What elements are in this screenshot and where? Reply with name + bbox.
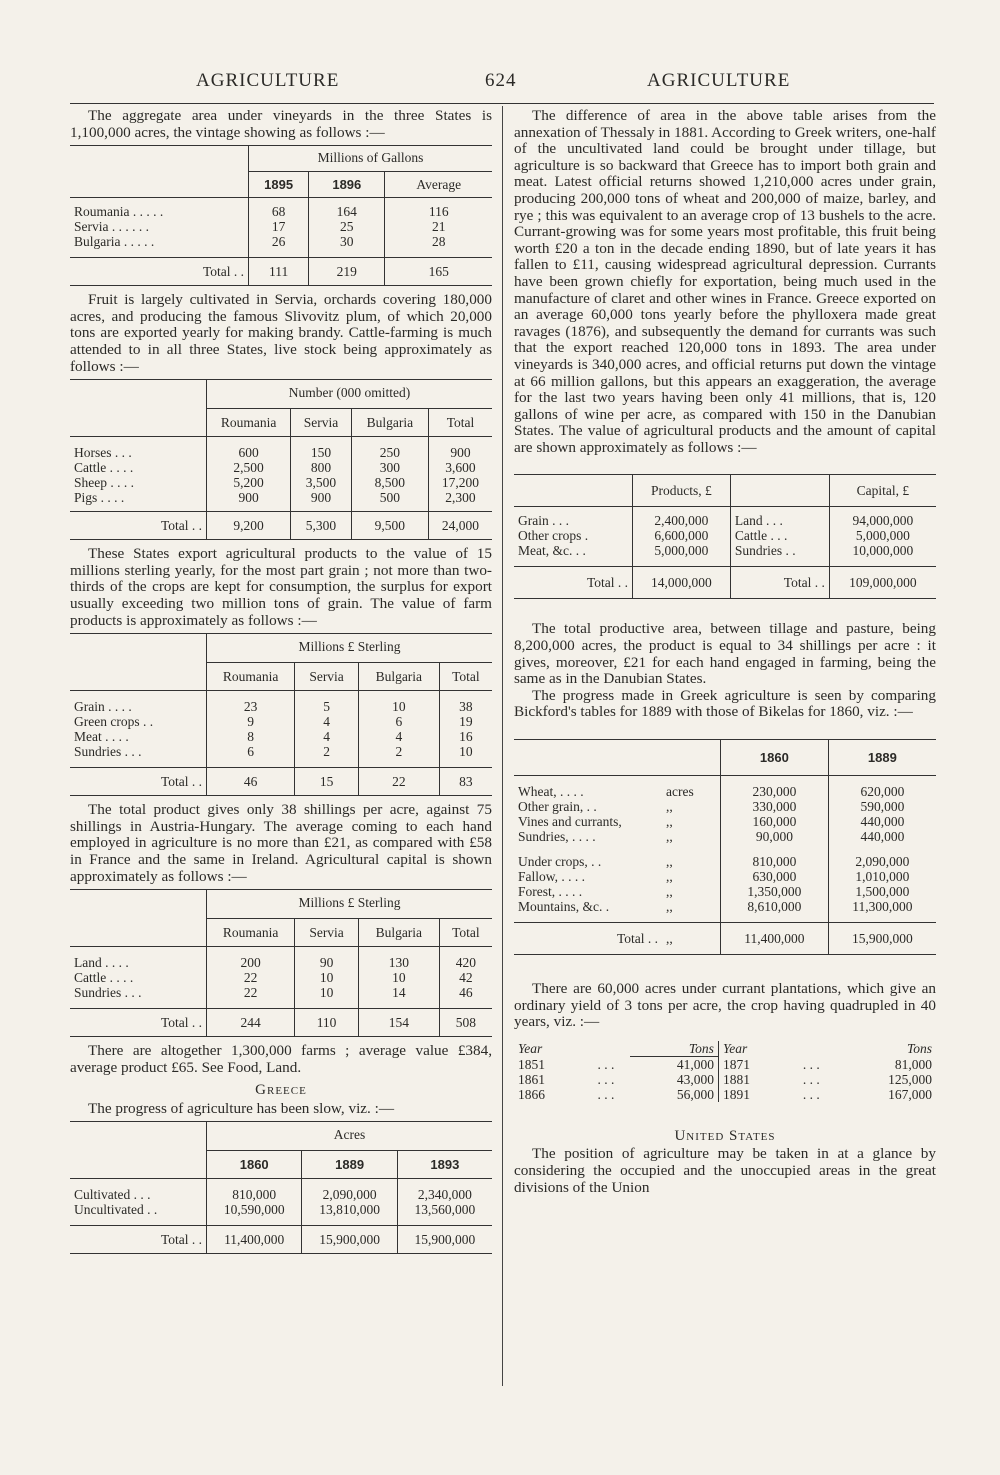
table-cell: 440,000 — [828, 814, 936, 829]
table-cell: 2,340,000 — [397, 1187, 492, 1202]
table-cell: 42 — [439, 970, 492, 985]
table-cell: 1,500,000 — [828, 884, 936, 899]
leader-dots: . . . — [802, 1056, 820, 1072]
table-row — [70, 729, 492, 744]
table-cell: 4 — [295, 714, 359, 729]
table-cell: 10 — [358, 970, 439, 985]
left-column — [70, 108, 492, 1260]
row-label: Vines and currants, — [518, 814, 622, 830]
table-cell: 200 — [207, 955, 295, 970]
total-label: Total . . — [730, 567, 829, 599]
table-cell: 810,000 — [207, 1187, 302, 1202]
table-cell: 19 — [439, 714, 492, 729]
column-header: Servia — [291, 409, 352, 437]
unit-cell: ,, — [666, 869, 673, 885]
total-label: Total . . — [202, 264, 244, 280]
unit-cell: ,, — [666, 829, 673, 845]
vintage-table — [70, 145, 492, 286]
column-header: Servia — [295, 919, 359, 947]
column-divider — [502, 106, 503, 1386]
table-cell: 900 — [291, 490, 352, 505]
paragraph: The progress of agriculture has been slow, viz. :— — [88, 1099, 395, 1117]
table-cell: 5 — [295, 699, 359, 714]
table-cell: 2,400,000 — [633, 513, 731, 528]
page-number: 624 — [485, 70, 517, 91]
row-label: Cattle . . . . — [74, 460, 134, 476]
total-label: Total . . — [160, 1232, 202, 1248]
farm-products-table — [70, 633, 492, 796]
table-cell: 8,500 — [351, 475, 428, 490]
table-cell: 2,090,000 — [828, 854, 936, 869]
table-cell: 94,000,000 — [829, 513, 936, 528]
table-cell: 3,500 — [291, 475, 352, 490]
table-cell: 1,350,000 — [721, 884, 829, 899]
column-header: Tons — [906, 1041, 932, 1057]
row-label: Forest, . . . . — [518, 884, 583, 900]
table-cell: 130 — [358, 955, 439, 970]
running-head-right: AGRICULTURE — [647, 70, 791, 91]
table-cell: 4 — [295, 729, 359, 744]
table-row — [70, 699, 492, 714]
bickford-table — [514, 739, 936, 955]
greece-acres-table — [70, 1121, 492, 1254]
paragraph: The progress made in Greek agriculture is seen by comparing Bickford's tables for 1889 with those of Bikelas for 1860, viz. :— — [514, 686, 936, 721]
tons-cell: 43,000 — [630, 1072, 718, 1087]
table-cell: 154 — [358, 1009, 439, 1037]
table-cell: 90,000 — [721, 829, 829, 844]
column-header: Bulgaria — [358, 663, 439, 691]
table-row — [70, 714, 492, 729]
table-cell: 164 — [309, 204, 385, 219]
row-label: Other crops . — [518, 528, 589, 544]
table-cell: 2,300 — [428, 490, 492, 505]
row-label: Grain . . . — [518, 513, 569, 529]
row-label: Sundries . . . — [74, 744, 142, 760]
row-label: Meat . . . . — [74, 729, 129, 745]
row-label: Green crops . . — [74, 714, 154, 730]
row-label: Bulgaria . . . . . — [74, 234, 155, 250]
table-cell: 17 — [249, 219, 309, 234]
table-cell: 165 — [385, 258, 492, 286]
table-row — [514, 799, 936, 814]
paragraph: The total productive area, between tillage and pasture, being 8,200,000 acres, the product is equal to 34 shillings per acre : it gives, moreover, £21 for each hand engaged in farming, being the same as in the Danubian States. — [514, 620, 936, 688]
row-label: Horses . . . — [74, 445, 132, 461]
row-label: Sheep . . . . — [74, 475, 134, 491]
table-row — [70, 1187, 492, 1202]
table-cell: 22 — [207, 970, 295, 985]
table-row — [514, 884, 936, 899]
table-row — [514, 513, 936, 528]
unit-cell: ,, — [666, 814, 673, 830]
table-cell: 38 — [439, 699, 492, 714]
table-cell: 25 — [309, 219, 385, 234]
table-cell: 160,000 — [721, 814, 829, 829]
leader-dots: . . . — [597, 1086, 615, 1102]
table-row — [514, 784, 936, 799]
table-cell: 5,000,000 — [633, 543, 731, 558]
table-cell: 600 — [207, 445, 291, 460]
table-cell: 2,090,000 — [302, 1187, 397, 1202]
table-cell: 26 — [249, 234, 309, 249]
section-heading-united-states: United States — [674, 1127, 776, 1144]
table-cell: 14 — [358, 985, 439, 1000]
column-header: Capital, £ — [829, 475, 936, 507]
column-header: 1889 — [302, 1151, 397, 1179]
paragraph: The position of agriculture may be taken in at a glance by considering the occupied and the unoccupied areas in the great divisions of the Union — [514, 1145, 936, 1196]
table-cell: 4 — [358, 729, 439, 744]
table-cell: 23 — [207, 699, 295, 714]
table-cell: 15,900,000 — [828, 923, 936, 955]
table-cell: 230,000 — [721, 784, 829, 799]
unit-cell: ,, — [666, 899, 673, 915]
table-row — [514, 854, 936, 869]
paragraph: There are altogether 1,300,000 farms ; average value £384, average product £65. See Food, Land. — [70, 1042, 492, 1076]
row-label: Cattle . . . . — [74, 970, 134, 986]
tons-cell: 56,000 — [630, 1087, 718, 1102]
table-cell: 17,200 — [428, 475, 492, 490]
leader-dots: . . . — [802, 1071, 820, 1087]
table-cell: 10,590,000 — [207, 1202, 302, 1217]
table-cell: 3,600 — [428, 460, 492, 475]
table-cell: 330,000 — [721, 799, 829, 814]
table-cell: 500 — [351, 490, 428, 505]
table-group-header: Acres — [207, 1122, 493, 1151]
column-header: 1896 — [309, 172, 385, 198]
row-label: Under crops, . . — [518, 854, 602, 870]
table-row — [514, 528, 936, 543]
table-row — [70, 234, 492, 249]
currant-yield-table — [514, 1041, 936, 1102]
table-cell: 14,000,000 — [633, 567, 731, 599]
right-column — [514, 108, 936, 1196]
table-cell: 440,000 — [828, 829, 936, 844]
table-cell: 46 — [439, 985, 492, 1000]
table-cell: 900 — [207, 490, 291, 505]
table-cell: 5,000,000 — [829, 528, 936, 543]
column-header: 1860 — [207, 1151, 302, 1179]
table-row — [514, 829, 936, 844]
table-cell: 6 — [358, 714, 439, 729]
leader-dots: . . . — [597, 1071, 615, 1087]
table-row — [514, 869, 936, 884]
table-row — [70, 490, 492, 505]
paragraph: These States export agricultural products to the value of 15 millions sterling yearly, for the most part grain ; not more than two-thirds of the crops are kept for consumption, the surplus for export usually exceeding two million tons of grain. The value of farm products is approximately as follows :— — [70, 545, 492, 629]
column-header: 1889 — [828, 740, 936, 776]
table-cell: 10 — [358, 699, 439, 714]
table-row — [70, 970, 492, 985]
total-label: Total . . — [616, 931, 658, 947]
table-cell: 2 — [358, 744, 439, 759]
total-label: Total . . — [160, 774, 202, 790]
row-label: Sundries . . . — [74, 985, 142, 1001]
row-label: Roumania . . . . . — [74, 204, 164, 220]
table-row — [70, 219, 492, 234]
table-cell: 83 — [439, 768, 492, 796]
year-cell: 1851 — [518, 1056, 545, 1072]
table-cell: 16 — [439, 729, 492, 744]
table-cell: 8,610,000 — [721, 899, 829, 914]
row-label: Land . . . . — [74, 955, 129, 971]
row-label: Meat, &c. . . — [518, 543, 586, 559]
table-cell: 10 — [295, 985, 359, 1000]
table-cell: 8 — [207, 729, 295, 744]
table-cell: 9 — [207, 714, 295, 729]
table-cell: 6 — [207, 744, 295, 759]
table-cell: 68 — [249, 204, 309, 219]
row-label: Land . . . — [730, 513, 829, 528]
total-label: Total . . — [586, 575, 628, 591]
leader-dots: . . . — [597, 1056, 615, 1072]
column-header: Servia — [295, 663, 359, 691]
table-cell: 900 — [428, 445, 492, 460]
total-label: Total . . — [160, 1015, 202, 1031]
table-cell: 15,900,000 — [397, 1226, 492, 1254]
column-header: Products, £ — [633, 475, 731, 507]
table-row — [514, 814, 936, 829]
column-header: 1893 — [397, 1151, 492, 1179]
unit-cell: acres — [666, 784, 694, 800]
table-row — [70, 204, 492, 219]
column-header: Roumania — [207, 663, 295, 691]
table-cell: 9,200 — [207, 512, 291, 540]
table-cell: 15,900,000 — [302, 1226, 397, 1254]
table-cell: 219 — [309, 258, 385, 286]
row-label: Pigs . . . . — [74, 490, 125, 506]
row-label: Sundries, . . . . — [518, 829, 596, 845]
table-row — [514, 1056, 936, 1072]
table-cell: 21 — [385, 219, 492, 234]
table-cell: 810,000 — [721, 854, 829, 869]
table-cell: 15 — [295, 768, 359, 796]
table-row — [514, 543, 936, 558]
column-header: Year — [722, 1041, 748, 1057]
column-header: Roumania — [207, 409, 291, 437]
column-header: Tons — [630, 1041, 718, 1057]
row-label: Cultivated . . . — [74, 1187, 151, 1203]
table-cell: 508 — [439, 1009, 492, 1037]
row-label: Other grain, . . — [518, 799, 597, 815]
table-cell: 250 — [351, 445, 428, 460]
year-cell: 1866 — [518, 1086, 545, 1102]
paragraph: The total product gives only 38 shillings per acre, against 75 shillings in Austria-Hungary. The average coming to each hand employed in agriculture is no more than £21, as compared with £58 in France and the same in Ireland. Agricultural capital is shown approximately as follows :— — [70, 801, 492, 885]
column-header: Average — [385, 172, 492, 198]
table-row — [514, 899, 936, 914]
tons-cell: 167,000 — [888, 1086, 932, 1102]
year-cell: 1881 — [722, 1071, 750, 1087]
row-label: Servia . . . . . . — [74, 219, 149, 235]
column-header: Total — [428, 409, 492, 437]
unit-cell: ,, — [666, 884, 673, 900]
paragraph: Fruit is largely cultivated in Servia, orchards covering 180,000 acres, and producing the famous Slivovitz plum, of which 20,000 tons are exported yearly for making brandy. Cattle-farming is much attended to in all three States, live stock being approximately as follows :— — [70, 291, 492, 375]
table-cell: 2,500 — [207, 460, 291, 475]
paragraph: There are 60,000 acres under currant plantations, which give an ordinary yield of 3 tons per acre, the crop having quadrupled in 40 years, viz. :— — [514, 980, 936, 1031]
table-cell: 90 — [295, 955, 359, 970]
row-label: Uncultivated . . — [74, 1202, 158, 1218]
table-cell: 2 — [295, 744, 359, 759]
column-header: Roumania — [207, 919, 295, 947]
row-label: Wheat, . . . . — [518, 784, 584, 800]
table-cell: 5,300 — [291, 512, 352, 540]
table-cell: 11,400,000 — [721, 923, 829, 955]
section-heading-greece: Greece — [255, 1082, 307, 1099]
table-group-header: Millions of Gallons — [249, 146, 493, 172]
year-cell: 1861 — [518, 1071, 545, 1087]
column-header: Total — [439, 663, 492, 691]
table-cell: 22 — [358, 768, 439, 796]
table-cell: 22 — [207, 985, 295, 1000]
table-row — [70, 985, 492, 1000]
table-cell: 6,600,000 — [633, 528, 731, 543]
table-cell: 9,500 — [351, 512, 428, 540]
table-cell: 13,810,000 — [302, 1202, 397, 1217]
table-row — [70, 475, 492, 490]
table-cell: 10,000,000 — [829, 543, 936, 558]
table-cell: 630,000 — [721, 869, 829, 884]
table-row — [514, 1087, 936, 1102]
table-row — [70, 445, 492, 460]
capital-table — [70, 889, 492, 1037]
table-cell: 800 — [291, 460, 352, 475]
table-cell: 590,000 — [828, 799, 936, 814]
table-cell: 116 — [385, 204, 492, 219]
products-capital-table — [514, 474, 936, 599]
table-cell: 1,010,000 — [828, 869, 936, 884]
leader-dots: . . . — [802, 1086, 820, 1102]
row-label: Sundries . . — [730, 543, 829, 558]
row-label: Grain . . . . — [74, 699, 132, 715]
running-head-left: AGRICULTURE — [196, 70, 340, 91]
unit-cell: ,, — [666, 799, 673, 815]
tons-cell: 125,000 — [888, 1071, 932, 1087]
table-cell: 11,300,000 — [828, 899, 936, 914]
column-header: Year — [518, 1041, 543, 1057]
column-header: 1895 — [249, 172, 309, 198]
table-row — [514, 1072, 936, 1087]
column-header: Bulgaria — [358, 919, 439, 947]
row-label: Fallow, . . . . — [518, 869, 585, 885]
header-rule — [70, 103, 934, 104]
table-cell: 109,000,000 — [829, 567, 936, 599]
table-cell: 110 — [295, 1009, 359, 1037]
year-cell: 1891 — [722, 1086, 750, 1102]
table-cell: 300 — [351, 460, 428, 475]
table-group-header: Number (000 omitted) — [207, 380, 493, 409]
livestock-table — [70, 379, 492, 540]
table-cell: 24,000 — [428, 512, 492, 540]
column-header: 1860 — [721, 740, 829, 776]
column-header: Bulgaria — [351, 409, 428, 437]
table-cell: 420 — [439, 955, 492, 970]
table-cell: 10 — [295, 970, 359, 985]
unit-cell: ,, — [666, 931, 673, 947]
table-row — [70, 955, 492, 970]
table-cell: 244 — [207, 1009, 295, 1037]
table-group-header: Millions £ Sterling — [207, 634, 493, 663]
table-cell: 11,400,000 — [207, 1226, 302, 1254]
row-label: Mountains, &c. . — [518, 899, 610, 915]
paragraph: The difference of area in the above table arises from the annexation of Thessaly in 1881. According to Greek writers, one-half of the uncultivated land could be brought under tillage, but agriculture is so backward that Greece has to import both grain and meat. Latest official returns showed 1,210,000 acres under grain, producing 200,000 tons of wheat and 200,000 of maize, barley, and rye ; this was equivalent to an average crop of 13 bushels to the acre. Currant-growing was for some years most profitable, this fruit being worth £20 a ton in the decade ending 1890, but of late years it has fallen to £11, causing widespread agricultural depression. Currants have been grown chiefly for exportation, being much used in the manufacture of claret and other wines in France. Greece exported on an average 60,000 tons yearly before the phylloxera made great ravages (1876), and subsequently the demand for currants was such that the export reached 120,000 tons in 1893. The area under vineyards is 340,000 acres, and official returns put down the vintage at 66 million gallons, but this appears an exaggeration, the average for the last two years having been only 41 millions, that is, 120 gallons of wine per acre, as compared with 150 in the Danubian States. The value of agricultural products and the amount of capital are shown approximately as follows :— — [514, 107, 936, 456]
unit-cell: ,, — [666, 854, 673, 870]
table-cell: 150 — [291, 445, 352, 460]
table-row — [70, 460, 492, 475]
total-label: Total . . — [160, 518, 202, 534]
table-cell: 111 — [249, 258, 309, 286]
table-group-header: Millions £ Sterling — [207, 890, 493, 919]
table-cell: 46 — [207, 768, 295, 796]
table-cell: 10 — [439, 744, 492, 759]
table-cell: 5,200 — [207, 475, 291, 490]
year-cell: 1871 — [722, 1056, 750, 1072]
table-cell: 30 — [309, 234, 385, 249]
tons-cell: 41,000 — [630, 1056, 718, 1072]
table-cell: 620,000 — [828, 784, 936, 799]
column-header: Total — [439, 919, 492, 947]
tons-cell: 81,000 — [894, 1056, 932, 1072]
table-cell: 28 — [385, 234, 492, 249]
paragraph: The aggregate area under vineyards in the three States is 1,100,000 acres, the vintage showing as follows :— — [70, 107, 492, 141]
row-label: Cattle . . . — [730, 528, 829, 543]
table-row — [70, 1202, 492, 1217]
table-row — [70, 744, 492, 759]
table-cell: 13,560,000 — [397, 1202, 492, 1217]
